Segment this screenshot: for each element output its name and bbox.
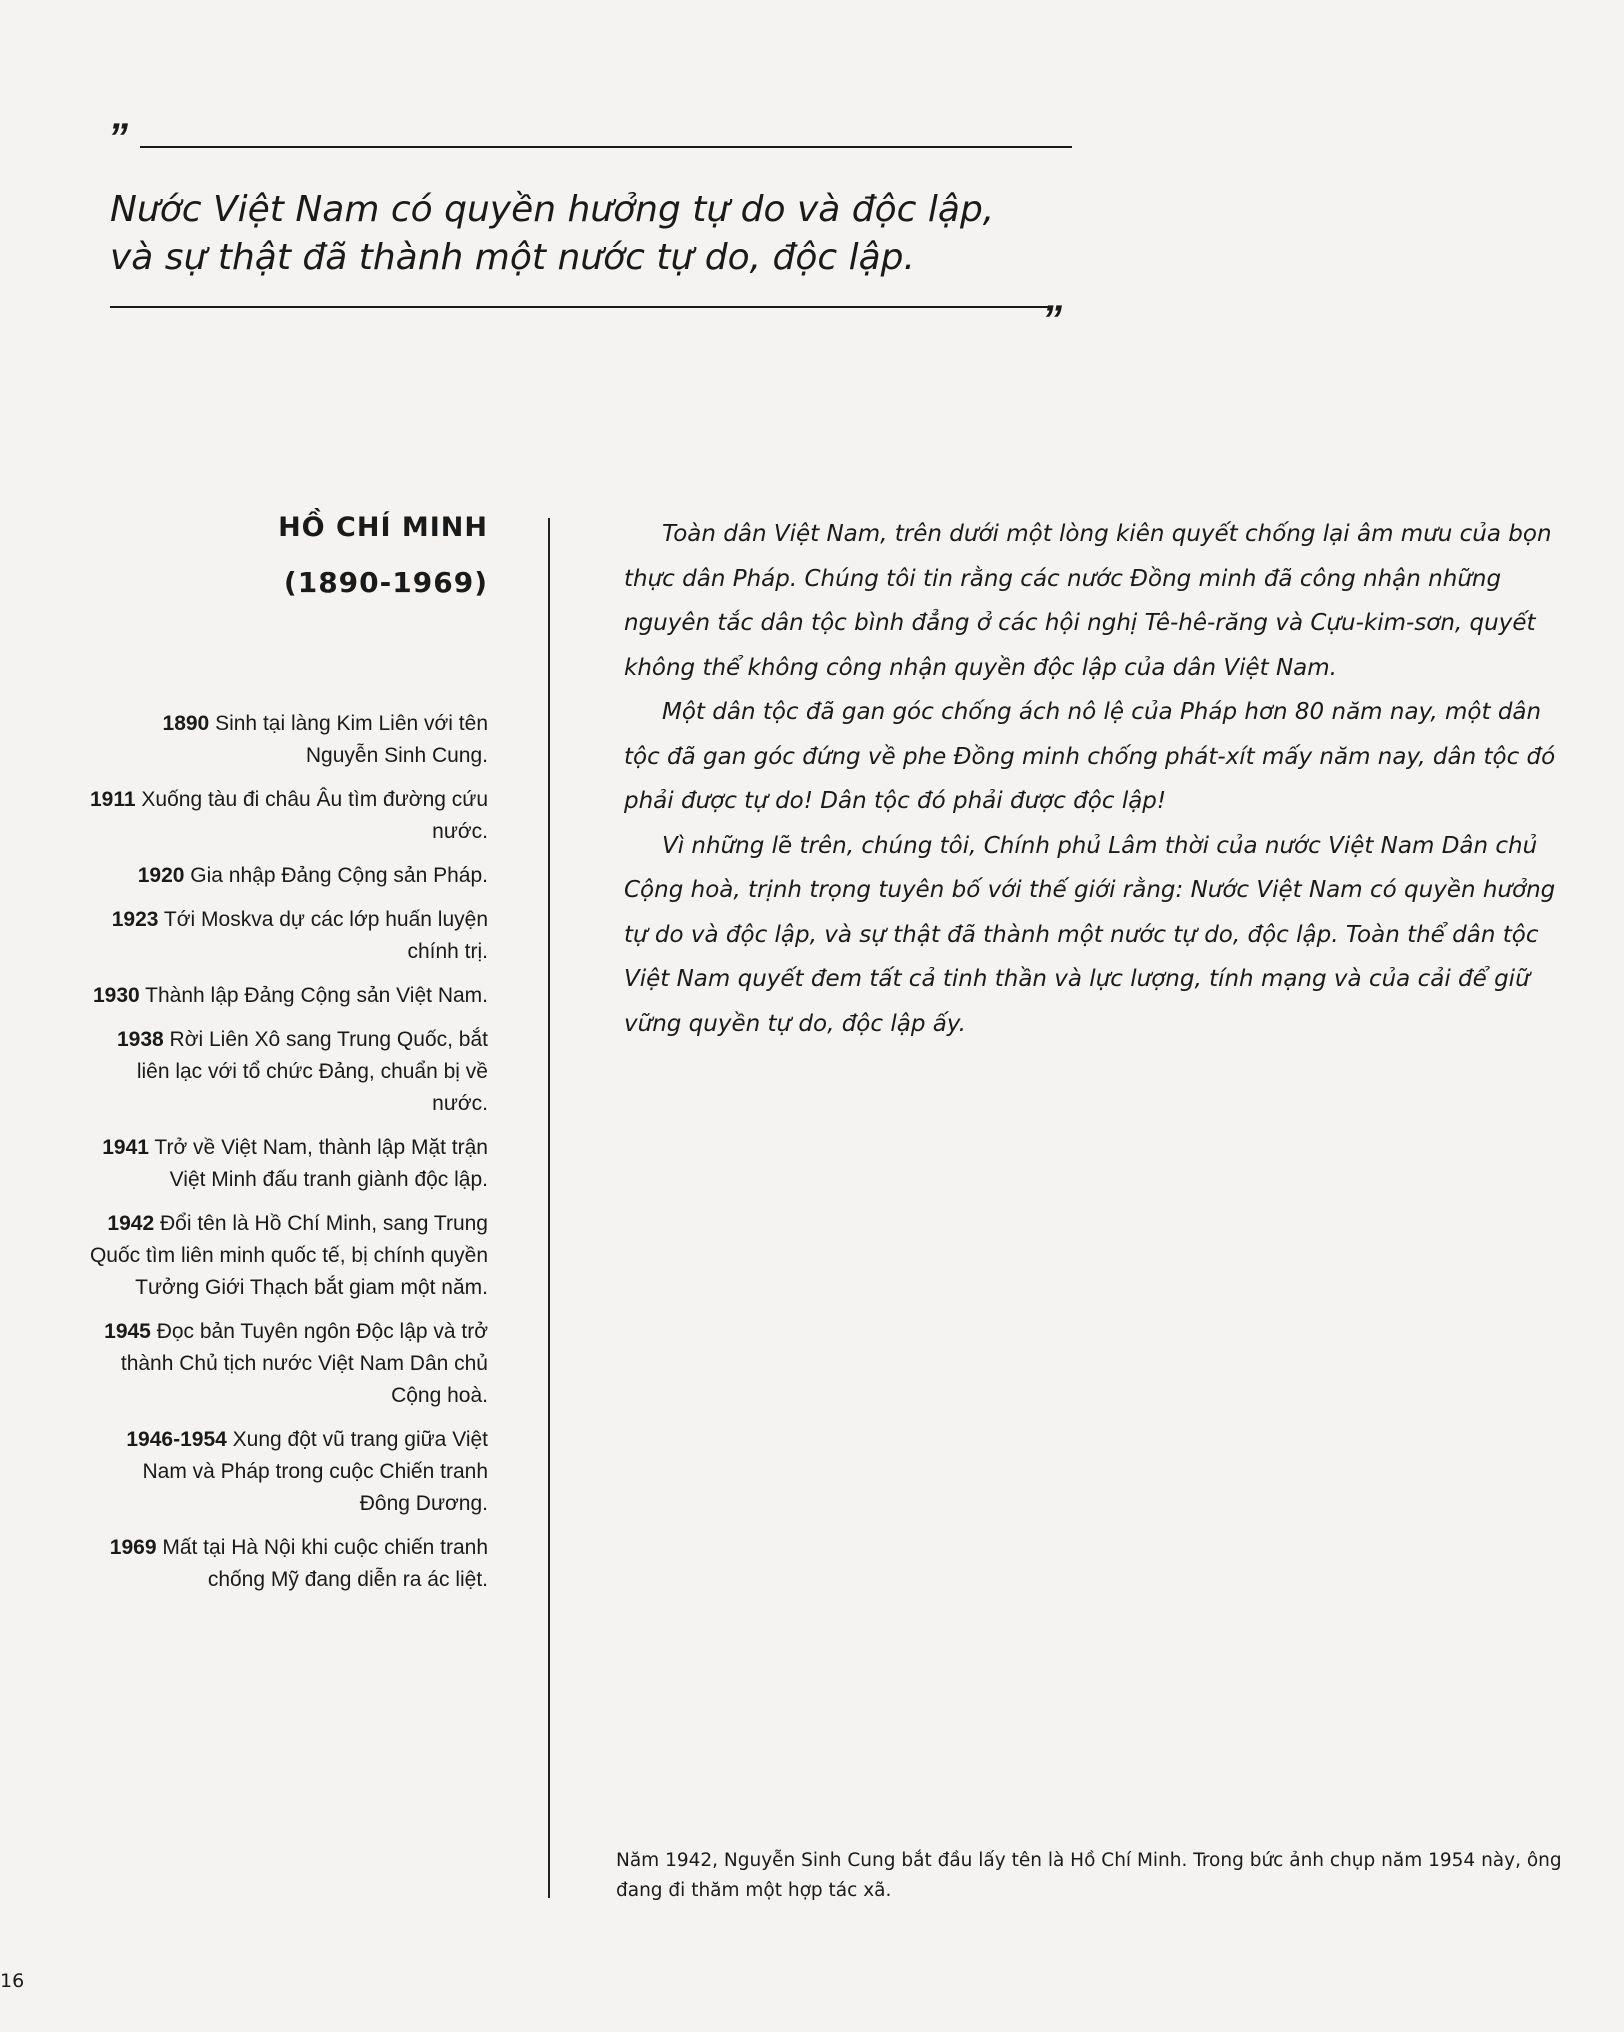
timeline-item: [88, 904, 488, 968]
timeline-year: 1946-1954: [126, 1428, 227, 1451]
timeline-item: [88, 1132, 488, 1196]
quote-top-rule: [140, 146, 1072, 148]
timeline-item: [88, 1424, 488, 1520]
timeline-year: 1945: [104, 1320, 151, 1343]
page-number: 16: [0, 1970, 25, 1992]
timeline-text: Gia nhập Đảng Cộng sản Pháp.: [190, 864, 488, 887]
person-years: (1890-1969): [283, 566, 488, 599]
pull-quote: [110, 186, 1090, 282]
person-name: HỒ CHÍ MINH: [278, 512, 488, 543]
timeline: [88, 708, 488, 1608]
quote-bottom-rule: [110, 306, 1050, 308]
timeline-text: Trở về Việt Nam, thành lập Mặt trận Việt Minh đấu tranh giành độc lập.: [154, 1136, 488, 1191]
timeline-text: Rời Liên Xô sang Trung Quốc, bắt liên lạc với tổ chức Đảng, chuẩn bị về nước.: [136, 1028, 488, 1115]
timeline-item: [88, 1208, 488, 1304]
timeline-text: Tới Moskva dự các lớp huấn luyện chính trị.: [163, 908, 488, 963]
body-paragraph: Vì những lẽ trên, chúng tôi, Chính phủ Lâm thời của nước Việt Nam Dân chủ Cộng hoà, trịnh trọng tuyên bố với thế giới rằng: Nước Việt Nam có quyền hưởng tự do và độc lập, và sự thật đã thành một nước tự do, độc lập. Toàn thể dân tộc Việt Nam quyết đem tất cả tinh thần và lực lượng, tính mạng và của cải để giữ vững quyền tự do, độc lập ấy.: [624, 832, 1556, 1037]
timeline-text: Đọc bản Tuyên ngôn Độc lập và trở thành Chủ tịch nước Việt Nam Dân chủ Cộng hoà.: [120, 1320, 488, 1407]
photo-caption: Năm 1942, Nguyễn Sinh Cung bắt đầu lấy tên là Hồ Chí Minh. Trong bức ảnh chụp năm 1954 này, ông đang đi thăm một hợp tác xã.: [616, 1850, 1562, 1901]
timeline-year: 1920: [137, 864, 185, 887]
body-paragraph: Toàn dân Việt Nam, trên dưới một lòng kiên quyết chống lại âm mưu của bọn thực dân Pháp. Chúng tôi tin rằng các nước Đồng minh đã công nhận những nguyên tắc dân tộc bình đẳng ở các hội nghị Tê-hê-răng và Cựu-kim-sơn, quyết không thể không công nhận quyền độc lập của dân Việt Nam.: [624, 521, 1552, 681]
timeline-text: Đổi tên là Hồ Chí Minh, sang Trung Quốc tìm liên minh quốc tế, bị chính quyền Tưởng Giới Thạch bắt giam một năm.: [89, 1212, 488, 1299]
timeline-text: Xung đột vũ trang giữa Việt Nam và Pháp trong cuộc Chiến tranh Đông Dương.: [142, 1428, 488, 1515]
timeline-text: Mất tại Hà Nội khi cuộc chiến tranh chống Mỹ đang diễn ra ác liệt.: [162, 1536, 488, 1591]
declaration-excerpt: [624, 512, 1564, 1046]
timeline-item: [88, 980, 488, 1012]
timeline-year: 1942: [107, 1212, 155, 1235]
timeline-year: 1969: [109, 1536, 157, 1559]
open-quote-mark: ”: [108, 116, 126, 160]
timeline-year: 1941: [102, 1136, 149, 1159]
timeline-year: 1911: [90, 788, 136, 811]
timeline-year: 1923: [111, 908, 159, 931]
timeline-year: 1938: [116, 1028, 164, 1051]
timeline-item: [88, 1532, 488, 1596]
timeline-year: 1890: [162, 712, 210, 735]
column-divider: [548, 518, 550, 1898]
timeline-year: 1930: [92, 984, 140, 1007]
timeline-item: [88, 708, 488, 772]
timeline-item: [88, 860, 488, 892]
close-quote-mark: ”: [1042, 298, 1060, 342]
timeline-text: Sinh tại làng Kim Liên với tên Nguyễn Sinh Cung.: [215, 712, 488, 767]
body-paragraph: Một dân tộc đã gan góc chống ách nô lệ của Pháp hơn 80 năm nay, một dân tộc đã gan góc đứng về phe Đồng minh chống phát-xít mấy năm nay, dân tộc đó phải được tự do! Dân tộc đó phải được độc lập!: [624, 699, 1556, 814]
pull-quote-line-1: Nước Việt Nam có quyền hưởng tự do và độc lập,: [110, 189, 995, 230]
pull-quote-line-2: và sự thật đã thành một nước tự do, độc lập.: [110, 237, 915, 278]
timeline-item: [88, 784, 488, 848]
timeline-text: Thành lập Đảng Cộng sản Việt Nam.: [145, 984, 488, 1007]
timeline-text: Xuống tàu đi châu Âu tìm đường cứu nước.: [141, 788, 488, 843]
timeline-item: [88, 1024, 488, 1120]
timeline-item: [88, 1316, 488, 1412]
